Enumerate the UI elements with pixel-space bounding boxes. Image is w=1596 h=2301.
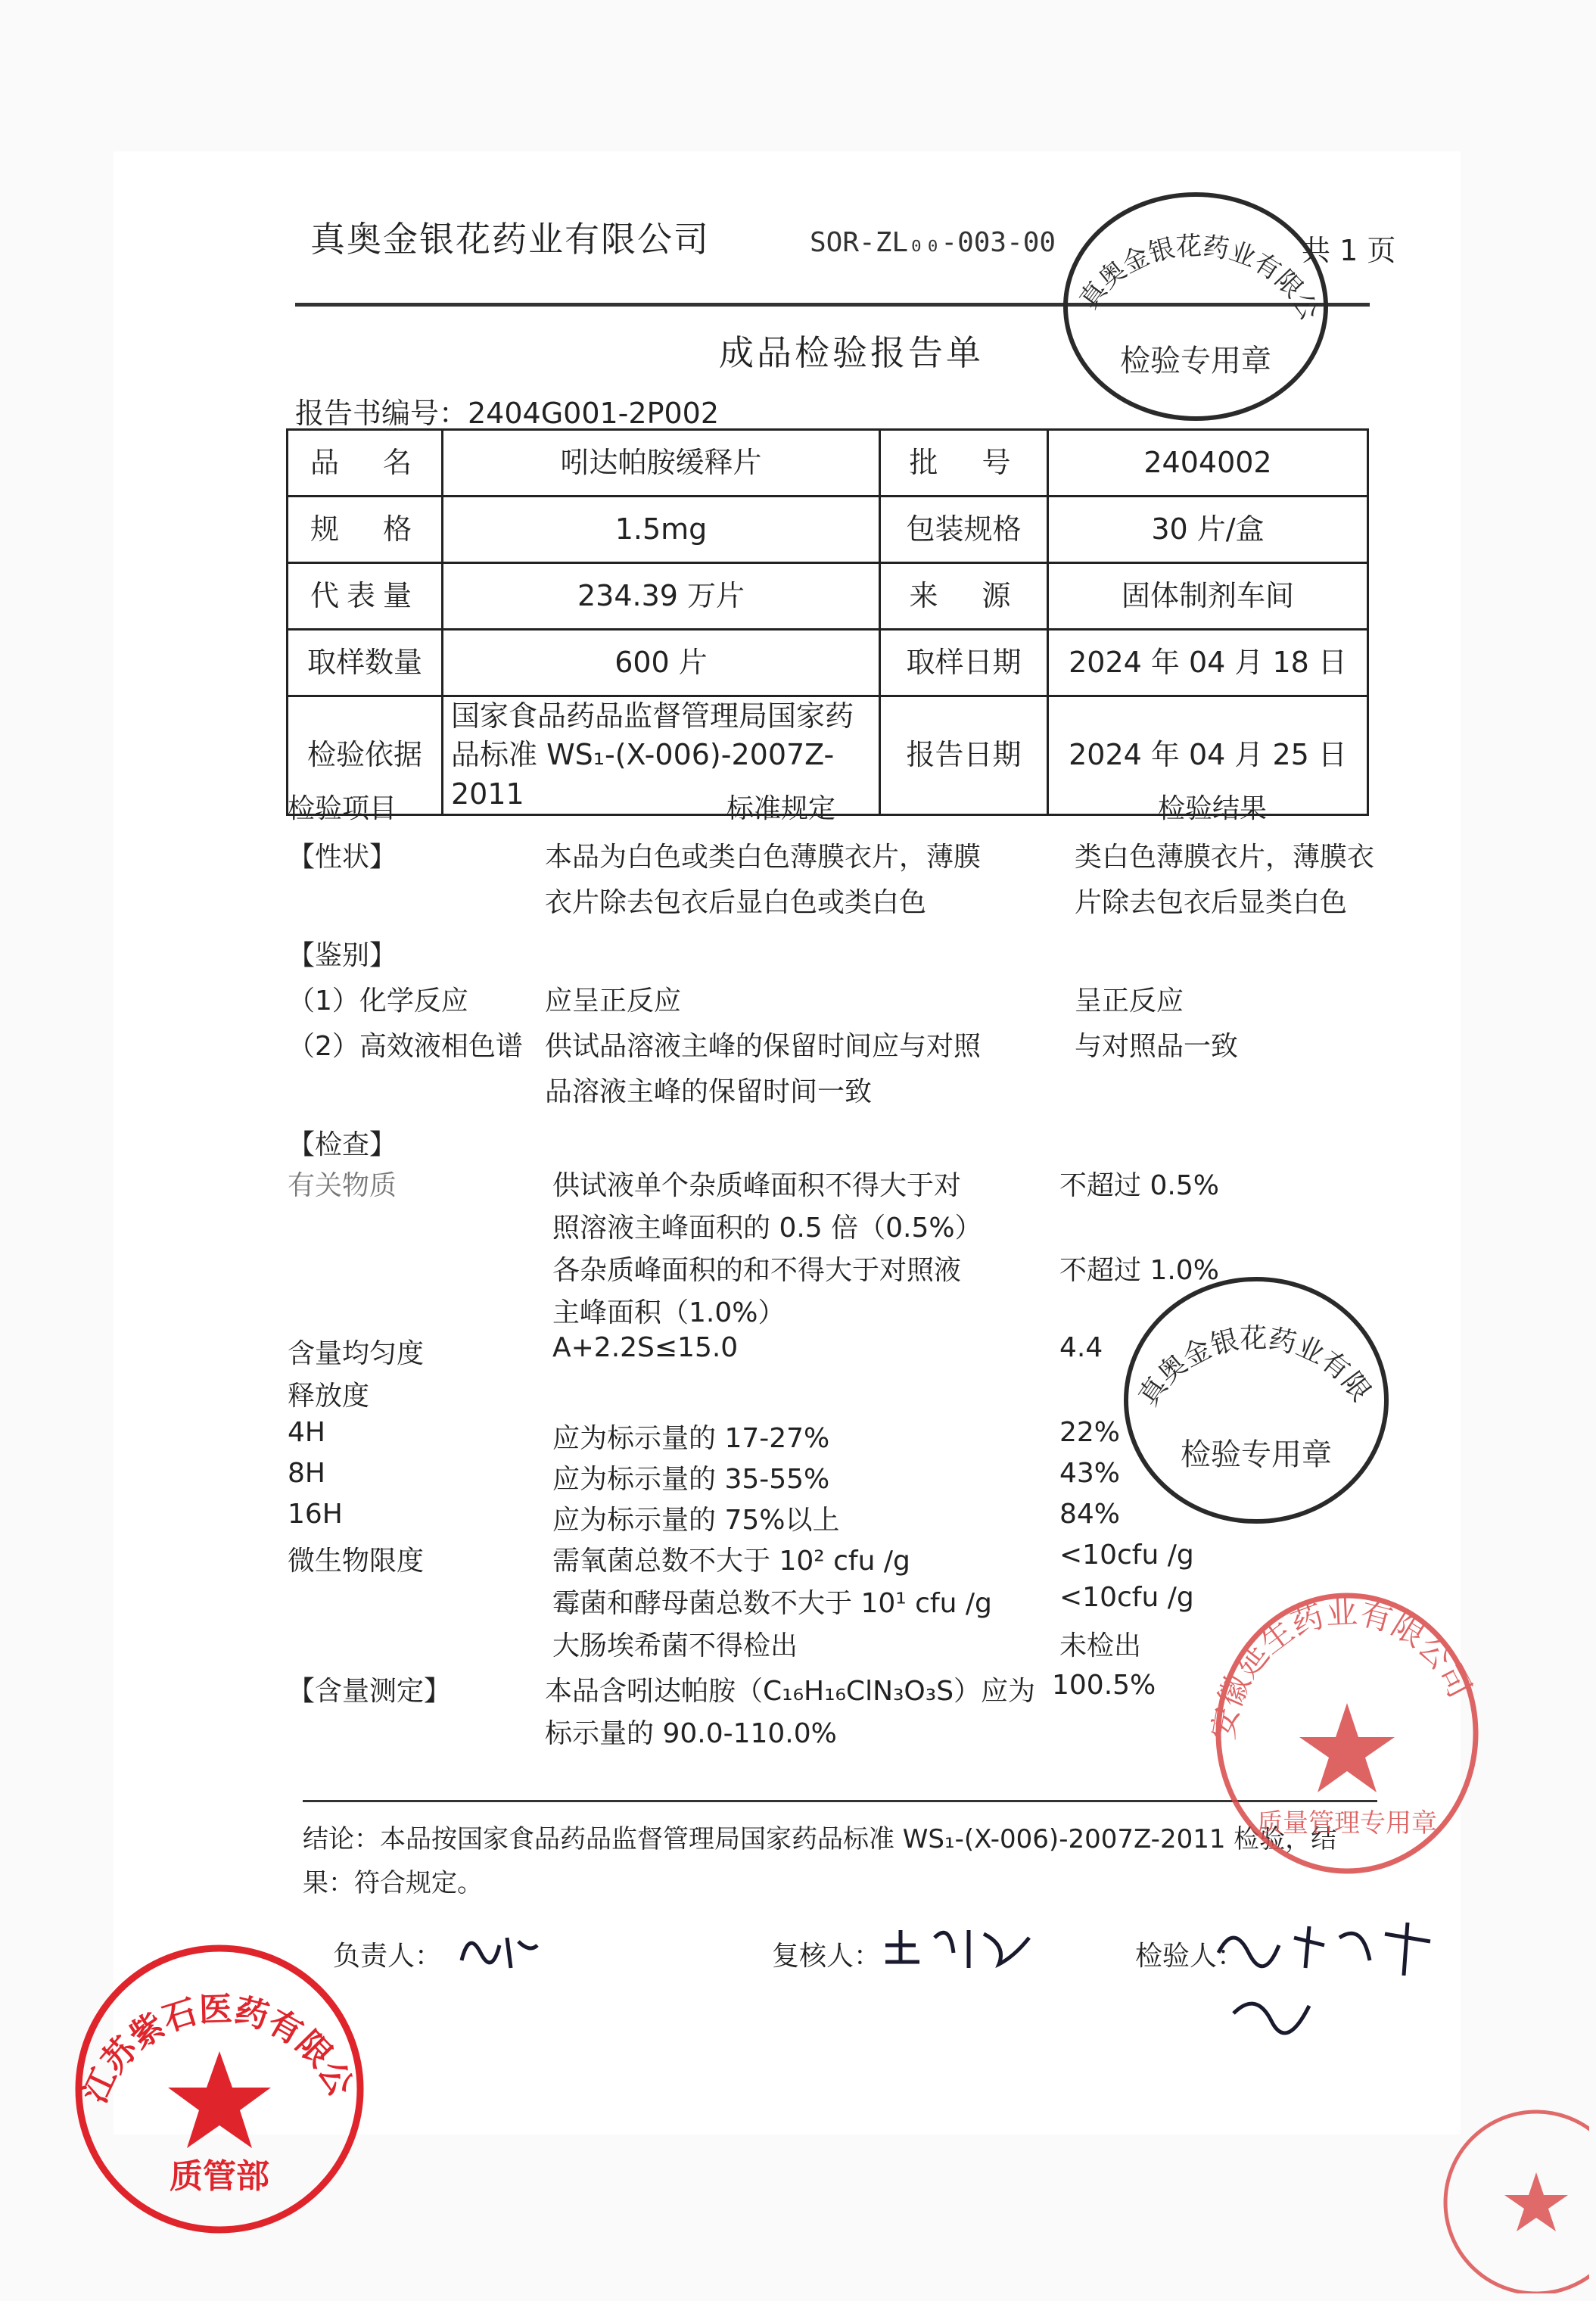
related-standard-2: 照溶液主峰面积的 0.5 倍（0.5%）	[552, 1213, 982, 1244]
stamp-top	[1059, 189, 1332, 424]
inspection-dissolution: 释放度	[288, 1381, 370, 1412]
inspection-related-substances: 有关物质	[288, 1170, 397, 1201]
label-sample-qty: 取样数量	[288, 630, 443, 696]
label-package-spec: 包装规格	[880, 497, 1048, 563]
related-standard-4: 主峰面积（1.0%）	[552, 1297, 786, 1328]
signature-scribble-icon	[454, 1923, 545, 1976]
star-icon	[1299, 1703, 1395, 1792]
stamp-bottom-left-sub: 质管部	[170, 2157, 269, 2196]
related-result-2: 不超过 1.0%	[1059, 1255, 1219, 1286]
stamp-bottom-left-text: 江苏紫石医药有限公	[75, 1990, 361, 2110]
identification-standard-1: 应呈正反应	[545, 985, 682, 1017]
uniformity-standard: A+2.2S≤15.0	[552, 1332, 739, 1363]
microbial-standard-1: 需氧菌总数不大于 10² cfu /g	[552, 1546, 910, 1577]
identification-result-1: 呈正反应	[1075, 985, 1184, 1017]
stamp-bottom-right	[1430, 2097, 1589, 2293]
signature-scribble-icon	[878, 1915, 1044, 1976]
microbial-result-1: <10cfu /g	[1059, 1540, 1194, 1571]
value-sample-date: 2024 年 04 月 18 日	[1048, 630, 1368, 696]
value-package-spec: 30 片/盒	[1048, 497, 1368, 563]
dissolution-4h: 4H	[288, 1417, 325, 1448]
label-product-name: 品 名	[288, 430, 443, 497]
table-row	[288, 630, 1368, 696]
reviewer-label: 复核人：	[772, 1941, 882, 1972]
microbial-result-2: <10cfu /g	[1059, 1582, 1194, 1613]
table-row	[288, 497, 1368, 563]
stamp-top-text: 真奥金银花药业有限公	[1073, 231, 1325, 325]
svg-text:真奥金银花药业有限公司	[1120, 1272, 1377, 1412]
inspector-signature	[1211, 1907, 1453, 2054]
responsible-signature	[454, 1923, 545, 1986]
related-result-1: 不超过 0.5%	[1059, 1170, 1219, 1201]
dissolution-8h-result: 43%	[1059, 1458, 1121, 1489]
related-standard-1: 供试液单个杂质峰面积不得大于对	[552, 1170, 962, 1201]
reviewer-signature	[878, 1915, 1044, 1986]
quality-seal-icon	[1211, 1590, 1483, 1877]
identification-standard-2a: 供试品溶液主峰的保留时间应与对照	[545, 1031, 982, 1062]
page-count: 共 1 页	[1302, 234, 1396, 267]
column-item: 检验项目	[288, 793, 397, 824]
inspection-seal-icon	[1059, 189, 1332, 424]
value-batch-no: 2404002	[1048, 430, 1368, 497]
label-source: 来 源	[880, 563, 1048, 630]
label-report-date: 报告日期	[880, 696, 1048, 815]
dissolution-16h-result: 84%	[1059, 1499, 1121, 1530]
dissolution-8h: 8H	[288, 1458, 325, 1489]
stamp-top-sub: 检验专用章	[1120, 344, 1271, 378]
stamp-quality-sub: 质量管理专用章	[1257, 1808, 1437, 1839]
stamp-quality	[1211, 1590, 1483, 1877]
section-identification: 【鉴别】	[288, 940, 397, 971]
assay-standard-2: 标示量的 90.0-110.0%	[545, 1718, 837, 1749]
table-row	[288, 563, 1368, 630]
stamp-middle	[1120, 1272, 1392, 1529]
company-name: 真奥金银花药业有限公司	[310, 219, 710, 260]
identification-item-2: （2）高效液相色谱	[288, 1031, 523, 1062]
properties-standard-2: 衣片除去包衣后显白色或类白色	[545, 887, 927, 918]
section-inspection: 【检查】	[288, 1129, 397, 1160]
dissolution-4h-result: 22%	[1059, 1417, 1121, 1448]
value-sample-qty: 600 片	[443, 630, 880, 696]
microbial-standard-3: 大肠埃希菌不得检出	[552, 1630, 798, 1661]
assay-standard-1: 本品含吲达帕胺（C₁₆H₁₆ClN₃O₃S）应为	[545, 1676, 1036, 1707]
inspector-label: 检验人：	[1135, 1941, 1245, 1972]
stamp-quality-text: 徽延生药业有限公司	[1211, 1593, 1479, 1713]
value-report-date: 2024 年 04 月 25 日	[1048, 696, 1368, 815]
column-standard: 标准规定	[726, 793, 836, 824]
value-source: 固体制剂车间	[1048, 563, 1368, 630]
stamp-middle-text: 真奥金银花药业有限	[1132, 1322, 1377, 1412]
dissolution-16h-standard: 应为标示量的 75%以上	[552, 1505, 840, 1536]
identification-result-2: 与对照品一致	[1075, 1031, 1239, 1062]
faint-red-seal-icon	[1430, 2097, 1589, 2293]
stamp-middle-sub: 检验专用章	[1181, 1437, 1332, 1472]
star-icon	[1504, 2172, 1568, 2231]
identification-item-1: （1）化学反应	[288, 985, 468, 1017]
identification-standard-2b: 品溶液主峰的保留时间一致	[545, 1076, 873, 1107]
conclusion-line-2: 果：符合规定。	[303, 1868, 483, 1898]
dissolution-4h-standard: 应为标示量的 17-27%	[552, 1423, 830, 1454]
properties-result-1: 类白色薄膜衣片，薄膜衣	[1075, 842, 1375, 873]
value-spec: 1.5mg	[443, 497, 880, 563]
value-quantity: 234.39 万片	[443, 563, 880, 630]
microbial-result-3: 未检出	[1059, 1630, 1142, 1661]
uniformity-result: 4.4	[1059, 1332, 1103, 1363]
document-code: SOR-ZL₀₀-003-00	[810, 227, 1056, 258]
report-number: 报告书编号：2404G001-2P002	[295, 397, 720, 430]
properties-standard-1: 本品为白色或类白色薄膜衣片，薄膜	[545, 842, 982, 873]
inspection-seal-icon	[1120, 1272, 1392, 1529]
label-spec: 规 格	[288, 497, 443, 563]
responsible-label: 负责人：	[333, 1941, 443, 1972]
microbial-standard-2: 霉菌和酵母菌总数不大于 10¹ cfu /g	[552, 1588, 992, 1619]
related-standard-3: 各杂质峰面积的和不得大于对照液	[552, 1255, 962, 1286]
inspection-uniformity: 含量均匀度	[288, 1338, 425, 1369]
dissolution-8h-standard: 应为标示量的 35-55%	[552, 1464, 830, 1495]
properties-result-2: 片除去包衣后显类白色	[1075, 887, 1348, 918]
label-basis: 检验依据	[288, 696, 443, 815]
label-batch-no: 批 号	[880, 430, 1048, 497]
value-product-name: 吲达帕胺缓释片	[443, 430, 880, 497]
report-title: 成品检验报告单	[719, 332, 984, 373]
signature-scribble-icon	[1211, 1907, 1453, 2044]
svg-text:真奥金银花药业有限公司	[1059, 189, 1325, 325]
inspection-microbial: 微生物限度	[288, 1546, 425, 1577]
section-assay: 【含量测定】	[288, 1676, 452, 1707]
red-seal-icon	[68, 1938, 371, 2240]
stamp-bottom-left	[68, 1938, 371, 2240]
section-properties: 【性状】	[288, 842, 397, 873]
label-sample-date: 取样日期	[880, 630, 1048, 696]
star-icon	[168, 2051, 271, 2148]
column-result: 检验结果	[1158, 793, 1268, 824]
label-quantity: 代表量	[288, 563, 443, 630]
conclusion-line-1: 结论：本品按国家食品药品监督管理局国家药品标准 WS₁-(X-006)-2007Z-2011 检验，结	[303, 1824, 1337, 1854]
value-basis: 国家食品药品监督管理局国家药品标准 WS₁-(X-006)-2007Z-2011	[443, 696, 880, 815]
product-info-table	[286, 428, 1369, 816]
assay-result: 100.5%	[1052, 1670, 1156, 1701]
dissolution-16h: 16H	[288, 1499, 343, 1530]
table-row	[288, 430, 1368, 497]
